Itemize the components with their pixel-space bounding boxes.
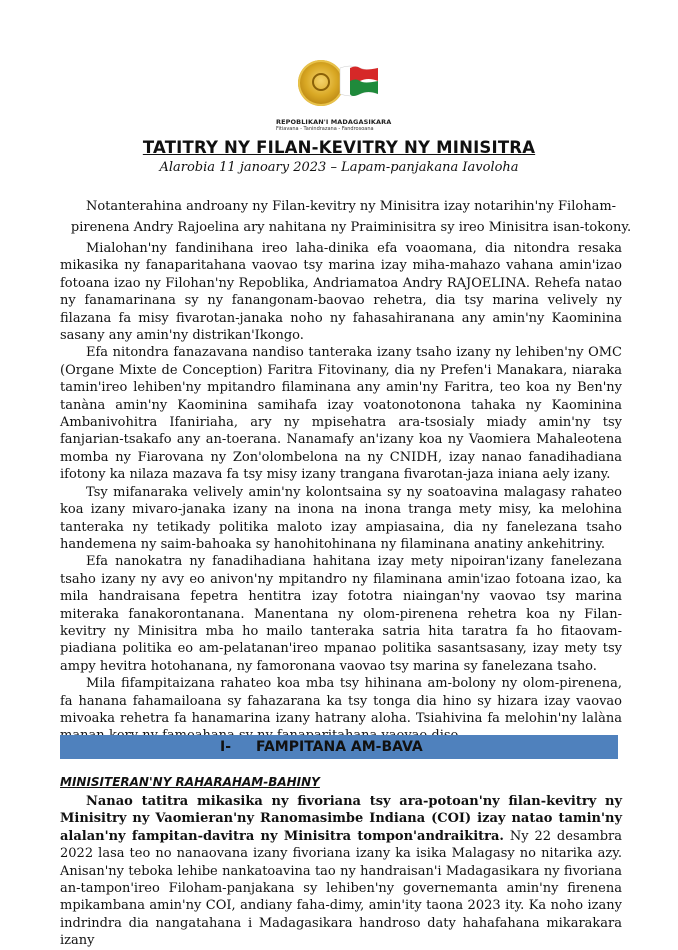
ministry-heading: MINISITERAN'NY RAHARAHAM-BAHINY <box>60 775 320 789</box>
section-header <box>60 735 618 759</box>
republic-logo <box>276 52 406 132</box>
madagascar-flag-icon <box>338 64 378 98</box>
paragraph: Tsy mifanaraka velively amin'ny kolontsaina sy ny soatoavina malagasy rahateo koa izany mivaro-janaka izany na inona na inona tranga mety misy, ka melohina tanteraka ny tetikady politika maloto izay ampiasaina, dia ny fanelezana tsaho handemena ny saim-bahoaka sy hanohitohinana ny filaminana anatiny ankehitriny. <box>60 484 622 552</box>
ministry-body: Ny 22 desambra 2022 lasa teo no nanaovana izany fivoriana izany ka isika Malagasy no nitarika azy. Anisan'ny teboka lehibe nankatoavina tao ny handraisan'i Madagasikara ny fivoriana an-tampon'ireo Filoham-panjakana sy lehiben'ny governemanta amin'ny firenena mpikambana amin'ny COI, andiany faha-dimy, amin'ity taona 2023 ity. Ka noho izany indrindra dia nangatahana i Madagasikara handroso daty hahafahana mikarakara izany <box>60 828 622 949</box>
intro-paragraph: Notanterahina androany ny Filan-kevitry ny Minisitra izay notarihin'ny Filoham-pirenena Andry Rajoelina ary nahitana ny Praiminisitra sy ireo Minisitra isan-tokony. <box>70 199 632 235</box>
ministry-text <box>60 793 622 950</box>
page-subtitle: Alarobia 11 janoary 2023 – Lapam-panjakana Iavoloha <box>159 160 519 175</box>
logo-title: REPOBLIKAN'I MADAGASIKARA <box>276 118 392 126</box>
body-text <box>60 240 622 745</box>
paragraph: Efa nitondra fanazavana nandiso tanteraka izany tsaho izany ny lehiben'ny OMC (Organe Mixte de Conception) Faritra Fitovinany, dia ny Prefen'i Manakara, niaraka tamin'ireo lehiben'ny mpitandro filaminana any amin'ny Faritra, teo koa ny Ben'ny tanàna amin'ny Kaominina samihafa izay voatonotonona tahaka ny Kaominina Ambanivohitra Ifaniriaha, ary ny mpisehatra ara-tsosialy miady amin'ny tsy fanjarian-tsakafo any an-toerana. Nanamafy an'izany koa ny Vaomiera Mahaleotena momba ny Fiarovana ny Zon'olombelona na ny CNIDH, izay nanao fanadihadiana ifotony ka nilaza mazava fa tsy misy izany trangana fivarotan-jaza iniana aely izany. <box>60 345 622 483</box>
paragraph: Mialohan'ny fandinihana ireo laha-dinika efa voaomana, dia nitondra resaka mikasika ny fanaparitahana vaovao tsy marina izay miha-mahazo vahana amin'izao fotoana izao ny Filohan'ny Repoblika, Andriamatoa Andry RAJOELINA. Rehefa natao ny fanamarinana sy ny fanangonam-baovao rehetra, dia tsy marina velively ny filazana fa misy fivarotan-janaka noho ny fahasahiranana any amin'ny Kaominina sasany any amin'ny distrikan'Ikongo. <box>60 241 622 344</box>
logo-motto: Fitiavana - Tanindrazana - Fandrosoana <box>276 126 374 132</box>
page-title: TATITRY NY FILAN-KEVITRY NY MINISITRA <box>142 138 536 157</box>
paragraph <box>60 793 622 950</box>
section-number: I- <box>220 739 232 755</box>
paragraph: Mila fifampitaizana rahateo koa mba tsy hihinana am-bolony ny olom-pirenena, fa hanana fahamailoana sy fahazarana ka tsy tonga dia hino sy hizara izay vaovao mivoaka rehetra fa hanamarina izany hatrany aloha. Tsiahivina fa melohin'ny lalàna <box>60 676 622 726</box>
ministry-bold-lead: Nanao tatitra mikasika ny fivoriana tsy ara-potoan'ny filan-kevitry ny Minisitry ny Vaomieran'ny Ranomasimbe Indiana (COI) izay natao tamin'ny alalan'ny fampitan-davitra ny Minisitra tompon'andraikitra. <box>60 794 622 844</box>
section-label: FAMPITANA AM-BAVA <box>256 739 423 755</box>
paragraph: Efa nanokatra ny fanadihadiana hahitana izay mety nipoiran'izany fanelezana tsaho izany ny avy eo anivon'ny mpitandro ny filaminana amin'izao fotoana izao, ka mila handraisana fepetra hentitra izay fototra niaingan'ny vaovao tsy marina miteraka fanakorontanana. Manentana ny olom-pirenena rehetra koa ny Filan-kevitry ny Minisitra mba ho mailo tanteraka satria hita taratra fa ho fitaovam-piadiana politika eo am-pelatanan'ireo mpanao politika sasantsasany, izay mety tsy ampy hevitra hotohanana, ny famoronana vaovao tsy marina sy fanelezana tsaho. <box>60 554 622 674</box>
